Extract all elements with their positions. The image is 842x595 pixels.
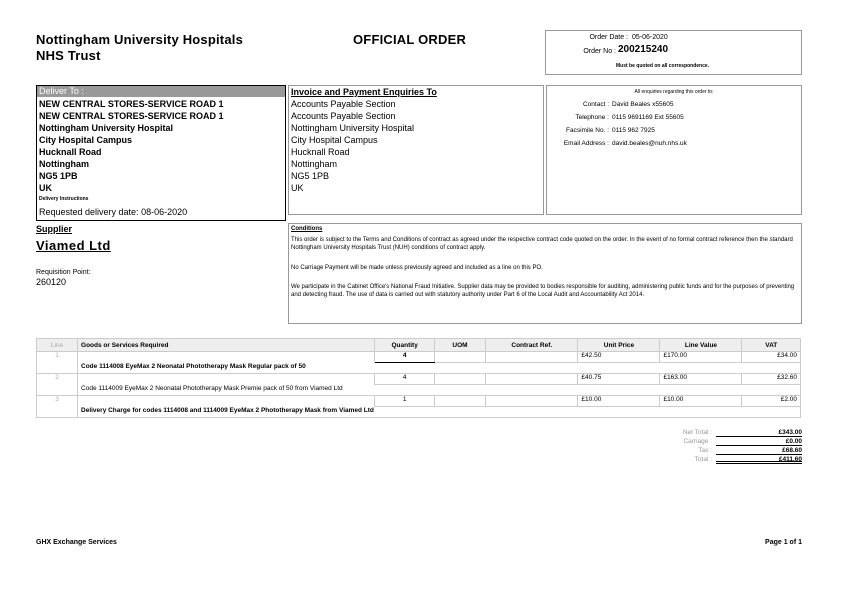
email-value: david.beales@nuh.nhs.uk (612, 140, 687, 147)
spacer-cell (78, 374, 375, 385)
line-value-cell: £170.00 (660, 352, 742, 363)
grand-total-value: £411.60 (716, 455, 802, 464)
invoice-box (288, 85, 544, 215)
uom-cell (434, 352, 485, 363)
address-line: City Hospital Campus (39, 135, 133, 145)
table-row (37, 396, 801, 407)
col-header-vat: VAT (742, 339, 801, 352)
table-row-description (37, 407, 801, 418)
contract-cell (486, 396, 578, 407)
item-description: Code 1114008 EyeMax 2 Neonatal Phototherapy Mask Regular pack of 50 (78, 363, 801, 374)
address-line: NG5 1PB (39, 171, 78, 181)
quantity-cell: 4 (375, 352, 434, 363)
contract-cell (486, 352, 578, 363)
vat-cell: £34.00 (742, 352, 801, 363)
line-number: 2 (37, 374, 78, 396)
address-line: Hucknall Road (39, 147, 102, 157)
line-number: 1 (37, 352, 78, 374)
delivery-instructions-label: Delivery Instructions (39, 196, 89, 202)
contract-cell (486, 374, 578, 385)
quote-note: Must be quoted on all correspondence. (616, 63, 710, 69)
table-row (37, 374, 801, 385)
contact-label: Contact : (582, 101, 609, 108)
order-date-label: Order Date : (589, 34, 628, 41)
address-line: City Hospital Campus (291, 135, 378, 145)
invoice-label: Invoice and Payment Enquiries To (291, 87, 437, 97)
invoice-address (291, 98, 414, 194)
carriage-value: £0.00 (716, 437, 802, 446)
order-no-label: Order No : (583, 48, 616, 55)
email-label: Email Address : (563, 140, 609, 147)
page-number: Page 1 of 1 (765, 539, 802, 546)
grand-total-row (640, 455, 802, 464)
table-row (37, 352, 801, 363)
line-number: 3 (37, 396, 78, 418)
address-line: NG5 1PB (291, 171, 330, 181)
order-number: 200215240 (618, 44, 669, 55)
order-lines-table (36, 338, 801, 418)
conditions-para-1: This order is subject to the Terms and Conditions of contract as agreed under the respective contract code quoted on the order. In the event of no formal contract reference then the standard Nottingham University Hospitals Trust (NUH) conditions of contract apply. (291, 237, 793, 251)
deliver-to-box (36, 85, 286, 221)
vat-cell: £2.00 (742, 396, 801, 407)
address-line: Nottingham (39, 159, 89, 169)
address-line: UK (291, 183, 304, 193)
deliver-address (39, 98, 224, 194)
requisition-point-label: Requisition Point: (36, 269, 91, 276)
line-value-cell: £10.00 (660, 396, 742, 407)
col-header-quantity: Quantity (375, 339, 434, 352)
enquiries-box (546, 85, 802, 215)
tax-row (640, 446, 802, 455)
quantity-cell: 4 (375, 374, 434, 385)
address-line: Hucknall Road (291, 147, 350, 157)
unit-price-cell: £42.50 (578, 352, 660, 363)
address-line: Accounts Payable Section (291, 111, 396, 121)
conditions-label: Conditions (291, 226, 323, 232)
table-row-description (37, 385, 801, 396)
grand-total-label: Total : (694, 456, 712, 463)
requisition-point-value: 260120 (36, 277, 67, 287)
col-header-unit-price: Unit Price (578, 339, 660, 352)
supplier-name: Viamed Ltd (36, 238, 111, 253)
address-line: NEW CENTRAL STORES-SERVICE ROAD 1 (39, 111, 224, 121)
footer-left: GHX Exchange Services (36, 539, 117, 546)
conditions-para-2: No Carriage Payment will be made unless previously agreed and included as a line on this PO. (291, 265, 543, 271)
fax-label: Facsimile No. : (566, 127, 609, 134)
col-header-line-value: Line Value (660, 339, 742, 352)
col-header-line: Line (37, 339, 78, 352)
table-header-row (37, 339, 801, 352)
enquiries-title: All enquiries regarding this order to: (634, 89, 714, 95)
uom-cell (434, 396, 485, 407)
order-info-box (545, 30, 802, 75)
contact-value: David Beales x55605 (612, 101, 674, 108)
unit-price-cell: £10.00 (578, 396, 660, 407)
unit-price-cell: £40.75 (578, 374, 660, 385)
tax-label: Tax : (698, 447, 712, 454)
vat-cell: £32.60 (742, 374, 801, 385)
totals-block (640, 428, 802, 464)
supplier-label: Supplier (36, 224, 73, 234)
item-description: Delivery Charge for codes 1114008 and 1114009 EyeMax 2 Phototherapy Mask from Viamed Ltd (78, 407, 801, 418)
order-date: 05-06-2020 (632, 34, 668, 41)
conditions-box (288, 223, 802, 324)
uom-cell (434, 374, 485, 385)
organisation-name (36, 32, 243, 64)
address-line: Nottingham University Hospital (39, 123, 174, 133)
org-line-1: Nottingham University Hospitals (36, 32, 244, 47)
address-line: Nottingham (291, 159, 338, 169)
telephone-value: 0115 9691169 Ext 55605 (612, 114, 684, 121)
deliver-to-label: Deliver To : (37, 86, 285, 97)
address-line: Nottingham University Hospital (291, 123, 415, 133)
spacer-cell (78, 396, 375, 407)
net-total-label: Net Total : (682, 429, 712, 436)
document-title: OFFICIAL ORDER (353, 32, 467, 47)
item-description: Code 1114009 EyeMax 2 Neonatal Phototherapy Mask Premie pack of 50 from Viamed Ltd (78, 385, 801, 396)
col-header-contract: Contract Ref. (486, 339, 578, 352)
spacer-cell (78, 352, 375, 363)
fax-value: 0115 962 7925 (612, 127, 655, 134)
net-total-row (640, 428, 802, 437)
org-line-2: NHS Trust (36, 48, 101, 63)
address-line: UK (39, 183, 52, 193)
conditions-para-3: We participate in the Cabinet Office's National Fraud Initiative. Supplier data may be provided to bodies responsible for auditing, administering public funds and for the purposes of preventing and detecting fraud. The use of data is carried out with statutory authority under Part 6 of the Local Audit and Accountability Act 2014. (291, 284, 795, 298)
table-row-description (37, 363, 801, 374)
net-total-value: £343.00 (716, 428, 802, 437)
tax-value: £68.60 (716, 446, 802, 455)
address-line: NEW CENTRAL STORES-SERVICE ROAD 1 (39, 99, 224, 109)
address-line: Accounts Payable Section (291, 99, 396, 109)
quantity-cell: 1 (375, 396, 434, 407)
carriage-row (640, 437, 802, 446)
carriage-label: Carriage : (683, 438, 712, 445)
col-header-goods: Goods or Services Required (78, 339, 375, 352)
line-value-cell: £163.00 (660, 374, 742, 385)
delivery-instructions: Requested delivery date: 08-06-2020 (39, 207, 188, 217)
col-header-uom: UOM (434, 339, 485, 352)
telephone-label: Telephone : (575, 114, 609, 121)
